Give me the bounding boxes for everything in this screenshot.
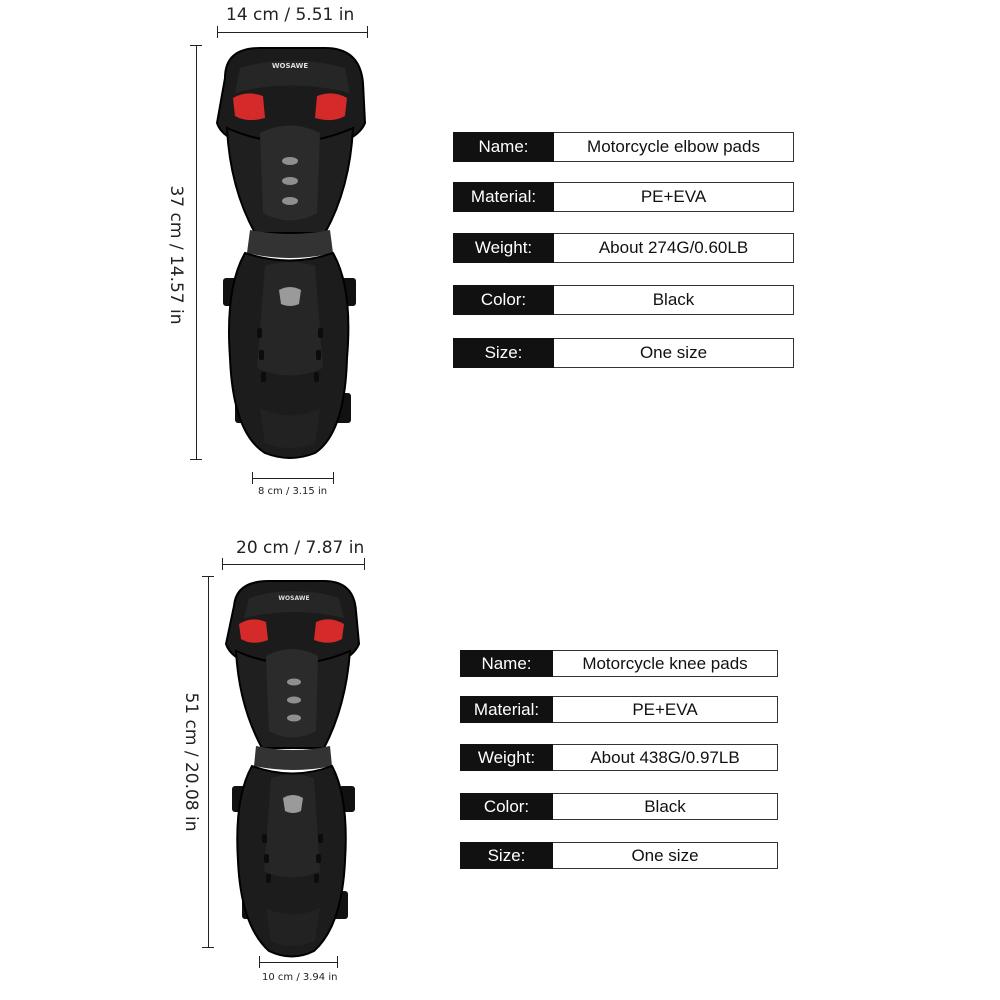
spec-row-weight — [453, 233, 794, 263]
spec-row-weight — [460, 744, 778, 771]
elbow-bottom-width-line — [252, 478, 334, 479]
spec-value: One size — [554, 338, 794, 368]
spec-row-size — [460, 842, 778, 869]
spec-value: One size — [553, 842, 778, 869]
spec-key: Name: — [460, 650, 553, 677]
spec-key: Weight: — [460, 744, 553, 771]
spec-value: About 438G/0.97LB — [553, 744, 778, 771]
spec-key: Size: — [453, 338, 554, 368]
spec-key: Color: — [453, 285, 554, 315]
spec-key: Name: — [453, 132, 554, 162]
spec-key: Material: — [453, 182, 554, 212]
elbow-height-label: 37 cm / 14.57 in — [166, 185, 186, 325]
spec-key: Size: — [460, 842, 553, 869]
elbow-bottom-width-label: 8 cm / 3.15 in — [258, 486, 328, 497]
elbow-top-width-label: 14 cm / 5.51 in — [226, 5, 355, 25]
elbow-top-width-line — [217, 32, 368, 33]
spec-row-material — [460, 696, 778, 723]
spec-value: PE+EVA — [554, 182, 794, 212]
spec-row-color — [460, 793, 778, 820]
knee-brand-logo: WOSAWE — [278, 595, 310, 602]
elbow-pad-image — [205, 38, 375, 463]
spec-row-material — [453, 182, 794, 212]
knee-height-label: 51 cm / 20.08 in — [181, 692, 201, 832]
spec-key: Weight: — [453, 233, 554, 263]
spec-row-name — [453, 132, 794, 162]
spec-key: Color: — [460, 793, 553, 820]
knee-pad-image — [214, 576, 364, 964]
knee-pad-section — [0, 500, 1000, 1000]
elbow-height-line — [196, 45, 197, 460]
spec-value: PE+EVA — [553, 696, 778, 723]
knee-top-width-line — [222, 564, 365, 565]
spec-value: Black — [553, 793, 778, 820]
spec-row-color — [453, 285, 794, 315]
spec-key: Material: — [460, 696, 553, 723]
spec-value: Motorcycle elbow pads — [554, 132, 794, 162]
elbow-brand-logo: WOSAWE — [271, 62, 309, 70]
spec-value: About 274G/0.60LB — [554, 233, 794, 263]
spec-row-name — [460, 650, 778, 677]
spec-row-size — [453, 338, 794, 368]
knee-top-width-label: 20 cm / 7.87 in — [236, 538, 365, 558]
knee-bottom-width-label: 10 cm / 3.94 in — [262, 972, 338, 983]
knee-height-line — [208, 576, 209, 948]
spec-value: Black — [554, 285, 794, 315]
spec-value: Motorcycle knee pads — [553, 650, 778, 677]
